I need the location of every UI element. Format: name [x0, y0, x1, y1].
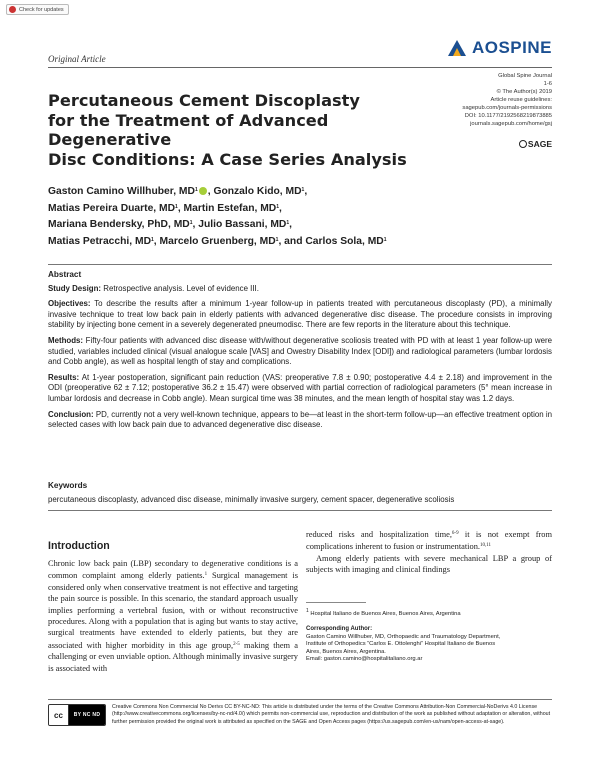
by-nc-nd-icon: BY NC ND [69, 705, 105, 725]
introduction-column [48, 540, 298, 674]
author-name: Gaston Camino Willhuber, MD [48, 186, 195, 197]
check-for-updates-badge[interactable] [6, 4, 69, 15]
corresponding-line: Aires, Buenos Aires, Argentina. [306, 648, 386, 655]
abstract-study-design: Study Design: Retrospective analysis. Level of evidence III. [48, 283, 259, 293]
title-line: Percutaneous Cement Discoplasty [48, 91, 360, 110]
introduction-heading: Introduction [48, 540, 110, 552]
corresponding-email[interactable]: Email: gaston.camino@hospitalitaliano.org.ar [306, 656, 423, 663]
author-name: , Marcelo Gruenberg, MD [153, 235, 276, 247]
journal-meta [462, 72, 552, 128]
article-type: Original Article [48, 54, 106, 64]
title-line: Disc Conditions: A Case Series Analysis [48, 149, 407, 169]
aospine-logo-icon [446, 38, 468, 58]
meta-copyright: © The Author(s) 2019 [496, 89, 552, 95]
abstract [48, 270, 552, 436]
keywords-text: percutaneous discoplasty, advanced disc disease, minimally invasive surgery, cement spacer, degenerative scoliosis [48, 494, 455, 504]
abstract-heading: Abstract [48, 270, 82, 279]
abstract-results: Results: At 1-year postoperation, significant pain reduction (VAS: preoperative 7.8 ± 0.90; postoperative 4.4 ± 2.18) and improvement in the ODI (preoperative 62 ± 7.12; postoperative 36.2 ± 15.47) were observed with partial correction of radiological parameters (5° mean increase in lumbar lordosis and decrease in Cobb angle). Mean surgical time was 38 minutes, and the mean length of hospital stay was 1.2 days. [48, 372, 552, 403]
crossmark-icon [9, 6, 16, 13]
keywords-divider [48, 510, 552, 511]
author-name: Matias Pereira Duarte, MD [48, 202, 176, 214]
corresponding-heading: Corresponding Author: [306, 626, 373, 632]
right-paragraph-1: reduced risks and hospitalization time,$^{6-9}$ it is not exempt from complications inherent to fusion or instrumentation.$^{10,11}$ [306, 530, 552, 552]
brand-name: AOSPINE [471, 38, 552, 57]
cc-license-badge[interactable] [48, 704, 106, 726]
author-name: , Julio Bassani, MD [192, 219, 287, 231]
author-name: , Martin Estefan, MD [177, 202, 277, 214]
introduction-paragraph: Chronic low back pain (LBP) secondary to degenerative conditions is a common complaint among elderly patients.$^1$ Surgical management is considered only when conservative treatment is not effective and targeting the pain source is possible. In this scenario, the standard approach usually implies performing a vertebral fusion, with or without reconstructive procedures. Along with a population that is aging but wants to stay active, surgical treatments have extended to elderly patients, but they are associated with higher morbidity in this age group,$^{2-5}$ making them a challenging or even unviable option. Although minimally invasive surgery is associated with [48, 559, 298, 673]
meta-pages: 1-6 [543, 81, 552, 87]
title-line: for the Treatment of Advanced Degenerative [48, 110, 329, 149]
orcid-icon[interactable] [199, 187, 207, 195]
author-name: , and Carlos Sola, MD [278, 235, 384, 247]
author-name: , Gonzalo Kido, MD [207, 186, 302, 197]
article-title [48, 91, 438, 169]
corresponding-line: Gaston Camino Willhuber, MD, Orthopaedic and Traumatology Department, [306, 633, 501, 640]
affiliation-footnote: $^1$ Hospital Italiano de Buenos Aires, Buenos Aires, Argentina [306, 608, 461, 617]
publisher-logo [519, 139, 552, 149]
meta-journal-link[interactable]: journals.sagepub.com/home/gsj [470, 121, 552, 127]
check-for-updates-label: Check for updates [19, 6, 64, 13]
abstract-divider [48, 264, 552, 265]
meta-journal: Global Spine Journal [498, 73, 552, 79]
license-text: Creative Commons Non Commercial No Derivs CC BY-NC-ND: This article is distributed under the terms of the Creative Commons Attribution-Non Commercial-NoDerivs 4.0 License (http://www.creativecommons.org/licenses/by-nc-nd/4.0/) which permits non-commercial use, reproduction and distribution of the work as published without adaptation or alteration, without further permission provided the original work is attributed as specified on the SAGE and Open Access pages (https://us.sagepub.com/en-us/nam/open-access-at-sage). [112, 704, 551, 725]
journal-brand [446, 38, 552, 58]
keywords [48, 481, 552, 505]
abstract-methods: Methods: Fifty-four patients with advanced disc disease with/without degenerative scoliosis treated with PD with at least 1 year follow-up were studied, variables included clinical (visual analogue scale [VAS] and Owestry Disability Index [ODI]) and radiological parameters (lumbar lordosis and Cobb angle), as well as hospital length of stay and complications. [48, 335, 552, 367]
corresponding-author [306, 626, 552, 664]
sage-logo-icon [519, 140, 527, 148]
meta-permissions-link[interactable]: sagepub.com/journals-permissions [462, 105, 552, 111]
corresponding-line: Institute of Orthopedics “Carlos E. Ottolenghi” Hospital Italiano de Buenos [306, 641, 496, 648]
cc-icon: cc [49, 705, 69, 725]
meta-reuse: Article reuse guidelines: [490, 97, 552, 103]
publisher-name: SAGE [527, 139, 552, 149]
footnote-divider [306, 602, 366, 603]
right-paragraph-2: Among elderly patients with severe mechanical LBP a group of subjects with imaging and clinical findings [306, 553, 552, 575]
right-column-text [306, 528, 552, 576]
abstract-objectives: Objectives: To describe the results after a minimum 1-year follow-up in patients treated with percutaneous discoplasty (PD), a minimally invasive technique to treat low back pain in elderly patients with advanced degenerative disc disease. The procedure consists in improving stability by injecting bone cement in a severely degenerated pneumodisc. There are few reports in the literature about this technique. [48, 299, 552, 330]
keywords-heading: Keywords [48, 481, 88, 490]
abstract-conclusion: Conclusion: PD, currently not a very well-known technique, appears to be—at least in the short-term follow-up—an effective treatment option in selected cases with low back pain due to advanced degenerative disc disease. [48, 409, 552, 430]
author-list: Gaston Camino Willhuber, $MD^1$ , Gonzalo Kido, $MD^1$, Matias Pereira Duarte, $MD^1$, Martin Estefan, $MD^1$, Mariana Bendersky, PhD, $MD^1$, Julio Bassani, $MD^1$, Matias Petracchi, $MD^1$, Marcelo Gruenberg, $MD^1$, and Carlos Sola, $MD^1$ [48, 186, 387, 247]
author-name: Mariana Bendersky, PhD, MD [48, 219, 190, 231]
author-name: Matias Petracchi, MD [48, 235, 152, 247]
header-divider [48, 67, 552, 68]
license-block [48, 699, 552, 726]
meta-doi[interactable]: DOI: 10.1177/2192568219873885 [464, 113, 552, 119]
